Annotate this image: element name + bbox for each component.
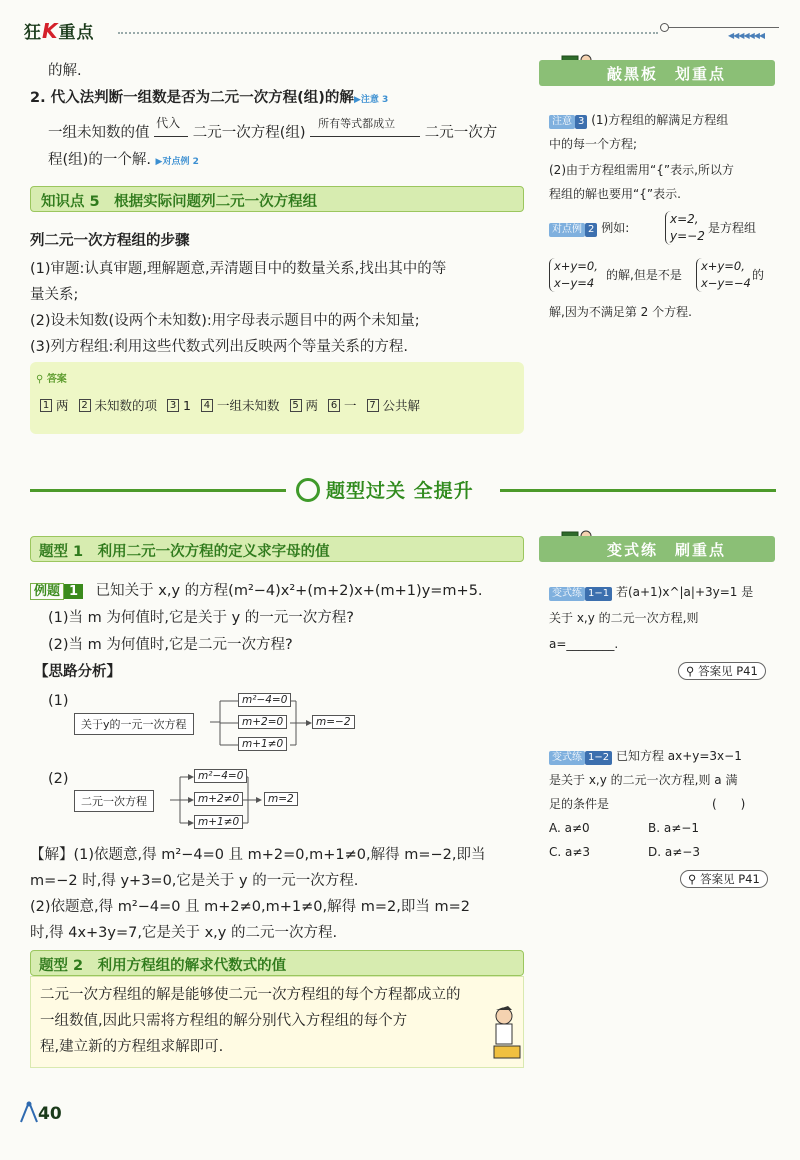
solution-1-line-b: m=−2 时,得 y+3=0,它是关于 y 的一元一次方程. [30, 873, 359, 889]
substitution-chain [48, 116, 528, 147]
answer-item [40, 396, 69, 414]
flow-2-cond-3: m+1≠0 [194, 815, 243, 829]
flow-2-start: 二元一次方程 [74, 790, 154, 812]
section-divider-right [500, 489, 776, 492]
system-3-line-2: x−y=−4 [701, 276, 751, 290]
example-tag: 对点例 [549, 223, 585, 237]
variation-1-1-line-a: 若(a+1)x^|a|+3y=1 是 [615, 585, 754, 599]
variation-tag-number: 1−2 [585, 751, 612, 765]
flow-1-label: (1) [48, 693, 69, 709]
answer-ref-text: 答案见 P41 [698, 664, 758, 678]
example-2-de: 的 [752, 268, 765, 282]
example-label: 例题 [30, 583, 64, 600]
answer-item [290, 396, 319, 414]
example-1-prompt [30, 578, 524, 605]
system-3 [696, 258, 751, 292]
answer-ref-button[interactable] [678, 662, 766, 680]
flow-1-cond-3: m+1≠0 [238, 737, 287, 751]
page-number: 40 [38, 1104, 62, 1124]
step-2: (2)设未知数(设两个未知数):用字母表示题目中的两个未知量; [30, 313, 420, 329]
example-1-text: 已知关于 x,y 的方程(m²−4)x²+(m+2)x+(m+1)y=m+5. [95, 583, 483, 599]
arrow-substitute [154, 116, 188, 137]
chain-end-text: 程(组)的一个解. [48, 152, 151, 168]
flow-1-cond-2: m+2=0 [238, 715, 287, 729]
logo-k: K [42, 19, 59, 43]
system-1-line-2: y=−2 [670, 229, 705, 243]
type-2-line-1: 二元一次方程组的解是能够使二元一次方程组的每个方程都成立的 [40, 987, 461, 1003]
note-1-line-a: (1)方程组的解满足方程组 [591, 113, 729, 127]
example-2-but: 的解,但是不是 [606, 268, 682, 282]
answer-text: 1 [183, 397, 191, 413]
point-2-number: 2. [30, 90, 46, 106]
example-2-intro: 例如: [601, 221, 630, 235]
answer-text: 一组未知数 [216, 398, 280, 413]
answer-num: 2 [79, 399, 91, 412]
chain-end-continued [48, 147, 199, 176]
variation-1-2-line-b: 是关于 x,y 的二元一次方程,则 a 满 [549, 773, 738, 787]
chain-end: 二元一次方 [424, 125, 498, 141]
note-1-line-b: 中的每一个方程; [549, 137, 638, 151]
answer-item [79, 396, 158, 414]
answer-label [36, 370, 67, 385]
example-2-ref[interactable]: ▶对点例 2 [155, 157, 199, 167]
system-1-line-1: x=2, [670, 212, 699, 226]
solution-1-line-a: 【解】(1)依题意,得 m²−4=0 且 m+2=0,m+1≠0,解得 m=−2,即当 [30, 847, 486, 863]
compass-icon [18, 1100, 40, 1124]
continued-text: 的解. [48, 63, 82, 79]
note-2-line-b: 程组的解也要用“{”表示. [549, 187, 681, 201]
type-2-line-3: 程,建立新的方程组求解即可. [40, 1039, 224, 1055]
system-2-line-2: x−y=4 [554, 276, 595, 290]
option-d[interactable]: D. a≠−3 [648, 845, 700, 859]
header-rule [664, 27, 779, 28]
flow-2-cond-1: m²−4=0 [194, 769, 247, 783]
answer-num: 3 [167, 399, 179, 412]
option-c[interactable]: C. a≠3 [549, 845, 591, 859]
type-2-bar: 题型 2 利用方程组的解求代数式的值 [30, 950, 524, 976]
chain-middle: 二元一次方程(组) [192, 125, 306, 141]
flow-1-cond-1: m²−4=0 [238, 693, 291, 707]
key-icon: ⚲ [36, 374, 44, 385]
arrow-all-true-label: 所有等式都成立 [318, 117, 396, 130]
step-1-line-b: 量关系; [30, 287, 79, 303]
system-2-line-1: x+y=0, [554, 259, 598, 273]
key-icon: ⚲ [688, 872, 697, 886]
type-2-line-2: 一组数值,因此只需将方程组的解分别代入方程组的每个方 [40, 1013, 408, 1029]
step-1-line-a: (1)审题:认真审题,理解题意,弄清题目中的数量关系,找出其中的等 [30, 261, 447, 277]
answer-num: 6 [328, 399, 340, 412]
header-ring-icon [660, 23, 669, 32]
steps-title: 列二元一次方程组的步骤 [30, 233, 190, 249]
system-1 [665, 211, 705, 245]
answer-item [328, 396, 357, 414]
point-2-title: 代入法判断一组数是否为二元一次方程(组)的解 [50, 90, 354, 106]
answer-num: 7 [367, 399, 379, 412]
header-arrows-icon: ◀◀◀◀◀◀◀ [728, 31, 765, 40]
side-banner-variations: 变式练 刷重点 [539, 536, 775, 562]
flow-2-cond-2: m+2≠0 [194, 792, 243, 806]
logo-suffix: 重点 [58, 23, 95, 43]
answer-num: 5 [290, 399, 302, 412]
flow-1-result: m=−2 [312, 715, 355, 729]
answer-num: 4 [201, 399, 213, 412]
system-3-line-1: x+y=0, [701, 259, 745, 273]
type-1-bar: 题型 1 利用二元一次方程的定义求字母的值 [30, 536, 524, 562]
question-2: (2)当 m 为何值时,它是二元一次方程? [48, 637, 293, 653]
flow-2-result: m=2 [264, 792, 298, 806]
step-3: (3)列方程组:利用这些代数式列出反映两个等量关系的方程. [30, 339, 409, 355]
key-icon: ⚲ [686, 664, 695, 678]
example-tag-number: 2 [585, 223, 597, 237]
answer-text: 一 [344, 398, 357, 413]
variation-1-2 [549, 744, 775, 768]
section-divider-left [30, 489, 286, 492]
solution-2-line-b: 时,得 4x+3y=7,它是关于 x,y 的二元一次方程. [30, 925, 338, 941]
answer-text: 两 [56, 398, 69, 413]
example-2-block [549, 216, 629, 240]
brand-logo [24, 18, 95, 43]
analysis-heading: 【思路分析】 [34, 664, 121, 680]
note-3-block [549, 108, 775, 132]
logo-prefix: 狂 [24, 23, 42, 43]
solution-2-line-a: (2)依题意,得 m²−4=0 且 m+2≠0,m+1≠0,解得 m=2,即当 m=2 [30, 899, 470, 915]
answer-label-text: 答案 [46, 374, 67, 385]
arrow-substitute-label: 代入 [156, 116, 181, 130]
answer-ref-button[interactable] [680, 870, 768, 888]
example-number: 1 [64, 584, 83, 599]
answer-text: 两 [305, 398, 319, 413]
answer-text: 未知数的项 [94, 398, 158, 413]
note-2-line-a: (2)由于方程组需用“{”表示,所以方 [549, 163, 734, 177]
variation-1-2-line-a: 已知方程 ax+y=3x−1 [615, 749, 742, 763]
option-a[interactable]: A. a≠0 [549, 821, 590, 835]
knowledge-point-5-bar: 知识点 5 根据实际问题列二元一次方程组 [30, 186, 524, 212]
answer-text: 公共解 [382, 398, 421, 413]
flow-1-start: 关于y的一元一次方程 [74, 713, 194, 735]
flow-2-label: (2) [48, 771, 69, 787]
note-tag-number: 3 [575, 115, 587, 129]
example-2-reason: 解,因为不满足第 2 个方程. [549, 305, 692, 319]
side-banner-key-points: 敲黑板 划重点 [539, 60, 775, 86]
variation-1-1-line-b: 关于 x,y 的二元一次方程,则 [549, 611, 699, 625]
answer-ref-text: 答案见 P41 [700, 872, 760, 886]
answer-num: 1 [40, 399, 52, 412]
variation-1-2-line-c: 足的条件是 [549, 797, 610, 811]
note-tag: 注意 [549, 115, 575, 129]
arrow-all-true [310, 117, 420, 137]
answer-item [201, 396, 280, 414]
variation-1-1-line-c: a=________. [549, 637, 619, 651]
swirl-icon [296, 478, 320, 502]
variation-1-2-blank: ( ) [712, 797, 746, 811]
note-3-ref[interactable]: ▶注意 3 [353, 95, 389, 105]
option-b[interactable]: B. a≠−1 [648, 821, 699, 835]
question-1: (1)当 m 为何值时,它是关于 y 的一元一次方程? [48, 610, 354, 626]
answer-list [40, 396, 420, 414]
student-figure-icon [486, 1004, 526, 1064]
variation-tag: 变式练 [549, 587, 585, 601]
variation-1-1 [549, 580, 775, 604]
answer-item [367, 396, 421, 414]
system-2 [549, 258, 598, 292]
chain-start: 一组未知数的值 [48, 125, 150, 141]
answer-item [167, 396, 191, 414]
example-2-mid: 是方程组 [708, 221, 757, 235]
variation-tag: 变式练 [549, 751, 585, 765]
section-title: 题型过关 全提升 [326, 480, 474, 502]
header-dotted-line [118, 32, 658, 34]
variation-tag-number: 1−1 [585, 587, 612, 601]
